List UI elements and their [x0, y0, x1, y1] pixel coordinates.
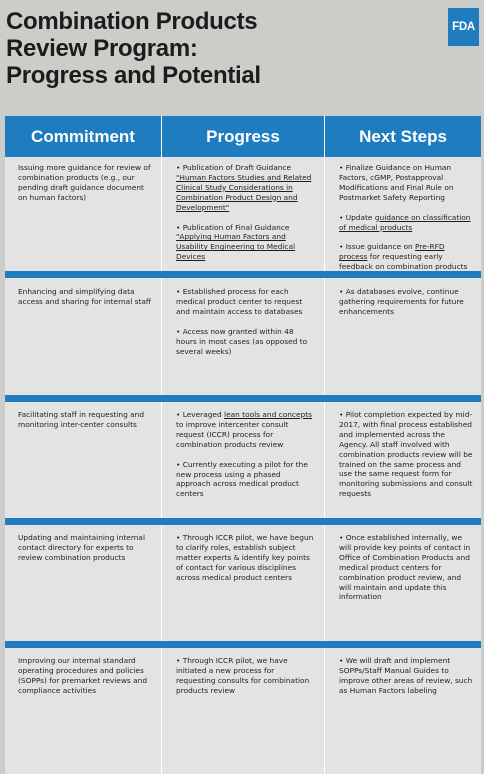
progress-cell [176, 533, 314, 593]
bullet-item [339, 656, 474, 696]
bullet-item [339, 287, 474, 317]
bullet-item [176, 656, 314, 696]
next-steps-cell [339, 287, 474, 327]
next-steps-cell [339, 533, 474, 612]
bullet-item [176, 163, 314, 213]
row-divider [5, 641, 481, 648]
progress-cell [176, 163, 314, 272]
progress-cell [176, 287, 314, 366]
progress-table [5, 116, 481, 774]
commitment-cell [18, 533, 154, 563]
row-divider [5, 518, 481, 525]
guidance-link[interactable]: "Applying Human Factors and Usability Engineering to Medical Devices [176, 232, 296, 262]
column-divider [161, 116, 162, 774]
guidance-link[interactable]: guidance on classification of medical products [339, 212, 471, 232]
commitment-text: Issuing more guidance for review of combination products (e.g., our pending draft guidance document on human factors) [18, 163, 151, 202]
bullet-text: • Leveraged [176, 410, 225, 419]
title-line-1: Combination Products [6, 8, 258, 35]
bullet-text: • As databases evolve, continue gathering requirements for future enhancements [339, 287, 464, 316]
commitment-cell [18, 287, 154, 307]
bullet-text: • Publication of Final Guidance [176, 222, 290, 232]
guidance-link[interactable]: lean tools and concepts [224, 410, 312, 419]
bullet-text: for requesting early feedback on combination products [339, 252, 468, 272]
commitment-cell [18, 410, 154, 430]
title-line-3: Progress and Potential [6, 62, 261, 89]
bullet-item [176, 287, 314, 317]
bullet-item [339, 213, 474, 233]
next-steps-cell [339, 410, 474, 509]
bullet-text: • Once established internally, we will provide key points of contact in Office of Combination Products and medical product centers for combination product review, and will maintain and update this information [339, 533, 471, 602]
bullet-text: • Through ICCR pilot, we have initiated a new process for requesting consults for combination products review [176, 656, 310, 695]
bullet-text: • Access now granted within 48 hours in most cases (as opposed to several weeks) [176, 326, 308, 356]
commitment-text: Enhancing and simplifying data access and sharing for internal staff [18, 287, 151, 306]
bullet-item [176, 460, 314, 500]
guidance-link[interactable]: Pre-RFD process [339, 242, 445, 262]
next-steps-cell [339, 656, 474, 706]
bullet-text: to improve intercenter consult request (ICCR) process for combination products review [176, 419, 289, 449]
bullet-item [176, 533, 314, 583]
bullet-text: • Update [339, 212, 375, 222]
progress-cell [176, 410, 314, 509]
bullet-text: • Established process for each medical product center to request and maintain access to databases [176, 287, 303, 316]
bullet-text: • Publication of Draft Guidance [176, 163, 292, 172]
row-divider [5, 395, 481, 402]
commitment-text: Facilitating staff in requesting and monitoring inter-center consults [18, 410, 145, 429]
bullet-text: • Pilot completion expected by mid-2017, with final process established and implemented across the Agency. All staff involved with combination products review will be trained on the same process and use the same request form for monitoring submissions and consult requests [339, 410, 473, 499]
header-commitment: Commitment [5, 116, 161, 157]
commitment-cell [18, 163, 154, 203]
bullet-text: • We will draft and implement SOPPs/Staff Manual Guides to improve other areas of review, such as Human Factors labeling [339, 656, 473, 695]
bullet-item [339, 410, 474, 499]
bullet-item [176, 410, 314, 450]
header-progress: Progress [162, 116, 324, 157]
bullet-item [339, 533, 474, 602]
bullet-text: • Currently executing a pilot for the new process using a phased approach across medical product centers [176, 459, 308, 499]
fda-logo: FDA [448, 8, 479, 46]
bullet-text: • Finalize Guidance on Human Factors, cGMP, Postapproval Modifications and Final Rule on Postmarket Safety Reporting [339, 163, 454, 202]
bullet-item [176, 327, 314, 357]
bullet-text: • Issue guidance on [339, 242, 416, 252]
bullet-item [176, 223, 314, 263]
commitment-text: Updating and maintaining internal contact directory for experts to review combination products [18, 533, 146, 562]
page-title [6, 8, 261, 89]
bullet-item [339, 163, 474, 203]
column-divider [324, 116, 325, 774]
next-steps-cell [339, 163, 474, 282]
bullet-text: • Through ICCR pilot, we have begun to clarify roles, establish subject matter experts & identify key points of contact for various disciplines across medical product centers [176, 533, 314, 582]
commitment-cell [18, 656, 154, 696]
commitment-text: Improving our internal standard operating procedures and policies (SOPPs) for premarket reviews and compliance activities [18, 656, 148, 695]
progress-cell [176, 656, 314, 706]
title-line-2: Review Program: [6, 35, 198, 62]
bullet-item [339, 242, 474, 272]
guidance-link[interactable]: "Human Factors Studies and Related Clinical Study Considerations in Combination Product Design and Development" [176, 172, 312, 212]
header-next-steps: Next Steps [325, 116, 481, 157]
